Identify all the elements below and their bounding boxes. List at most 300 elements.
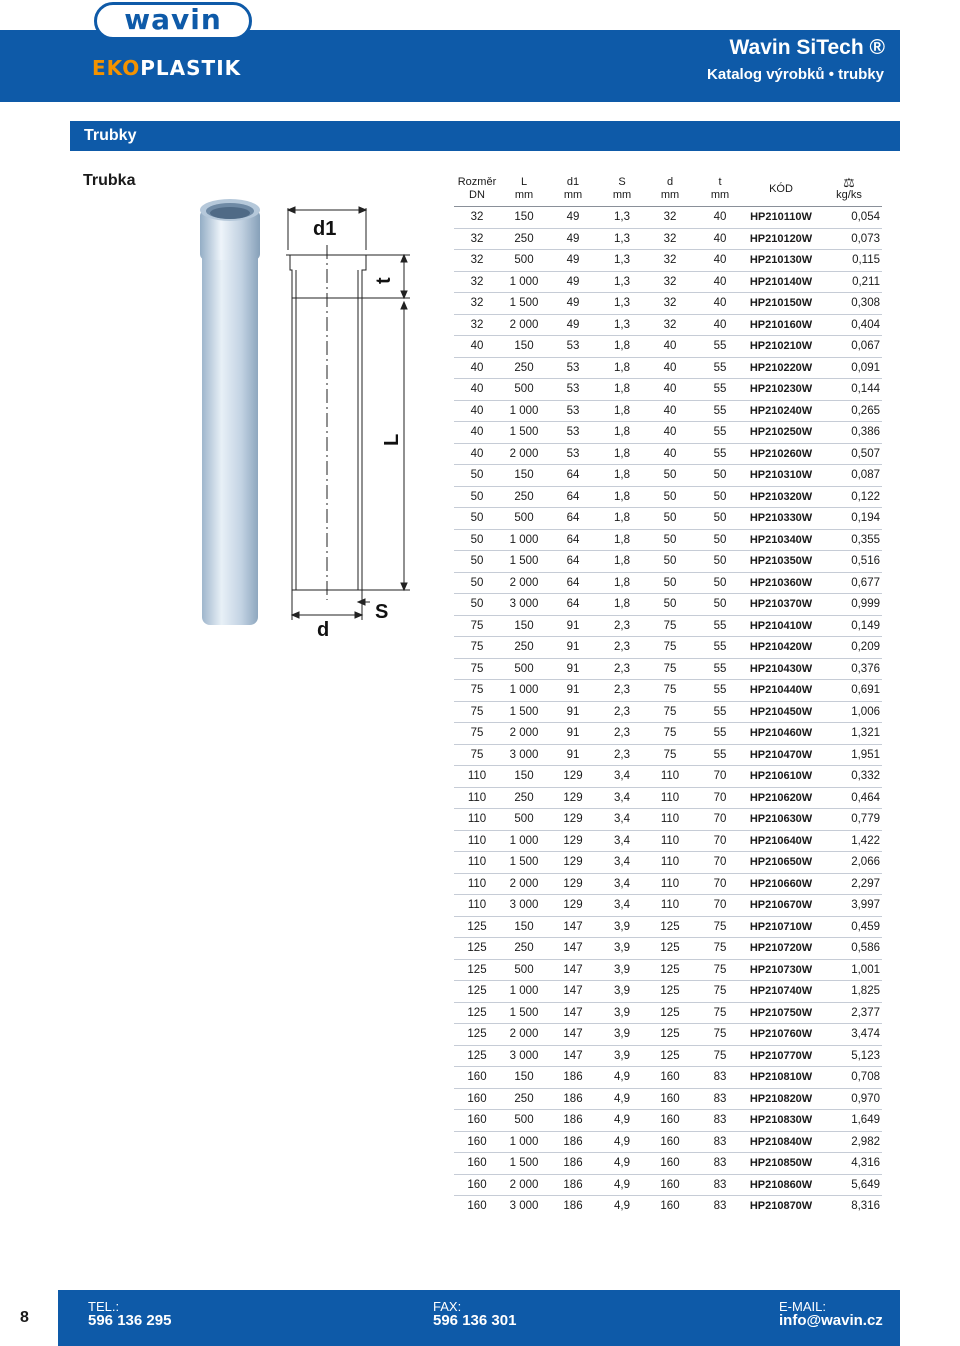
cell-diameter-d: 110 [646,766,694,788]
cell-socket-t: 75 [694,981,746,1003]
cell-length: 250 [500,357,548,379]
cell-wall-s: 3,4 [598,787,646,809]
cell-diameter-d: 160 [646,1110,694,1132]
cell-weight: 0,122 [816,486,882,508]
cell-dn: 160 [454,1088,500,1110]
table-row [454,1131,882,1153]
cell-socket-t: 75 [694,938,746,960]
cell-socket-t: 70 [694,787,746,809]
table-row [454,551,882,573]
cell-socket-t: 83 [694,1196,746,1217]
cell-code: HP210160W [746,314,816,336]
cell-weight: 0,708 [816,1067,882,1089]
table-row [454,400,882,422]
cell-length: 1 000 [500,830,548,852]
cell-code: HP210430W [746,658,816,680]
cell-dn: 110 [454,895,500,917]
cell-diameter-d: 125 [646,981,694,1003]
cell-d1: 49 [548,314,598,336]
label-S: S [375,601,389,623]
cell-wall-s: 1,8 [598,572,646,594]
cell-diameter-d: 40 [646,400,694,422]
cell-length: 2 000 [500,1024,548,1046]
cell-dn: 110 [454,809,500,831]
cell-weight: 1,006 [816,701,882,723]
cell-weight: 1,649 [816,1110,882,1132]
cell-length: 500 [500,658,548,680]
table-row [454,895,882,917]
cell-wall-s: 2,3 [598,744,646,766]
cell-d1: 129 [548,787,598,809]
table-row [454,443,882,465]
product-table [454,172,882,1217]
cell-weight: 3,997 [816,895,882,917]
cell-dn: 110 [454,766,500,788]
cell-diameter-d: 50 [646,529,694,551]
cell-code: HP210340W [746,529,816,551]
table-row [454,830,882,852]
cell-length: 250 [500,486,548,508]
cell-length: 150 [500,916,548,938]
cell-socket-t: 50 [694,529,746,551]
cell-length: 1 000 [500,400,548,422]
pipe-dimension-diagram [200,190,430,650]
cell-length: 150 [500,615,548,637]
cell-diameter-d: 50 [646,572,694,594]
cell-length: 1 500 [500,701,548,723]
cell-d1: 49 [548,250,598,272]
cell-d1: 91 [548,701,598,723]
col-header-d1: d1 mm [563,176,583,201]
email-label: E-MAIL: [779,1299,826,1314]
cell-dn: 160 [454,1131,500,1153]
cell-wall-s: 1,3 [598,314,646,336]
table-row [454,465,882,487]
table-row [454,787,882,809]
cell-wall-s: 2,3 [598,701,646,723]
cell-code: HP210870W [746,1196,816,1217]
cell-weight: 0,691 [816,680,882,702]
cell-weight: 2,982 [816,1131,882,1153]
cell-dn: 50 [454,572,500,594]
cell-socket-t: 55 [694,357,746,379]
cell-socket-t: 40 [694,228,746,250]
col-header-weight: ⚖ kg/ks [816,172,882,207]
cell-socket-t: 55 [694,658,746,680]
cell-length: 2 000 [500,1174,548,1196]
table-row [454,1196,882,1217]
cell-code: HP210710W [746,916,816,938]
cell-wall-s: 1,3 [598,271,646,293]
cell-code: HP210230W [746,379,816,401]
cell-dn: 32 [454,271,500,293]
cell-code: HP210250W [746,422,816,444]
cell-socket-t: 55 [694,680,746,702]
cell-code: HP210110W [746,207,816,229]
cell-socket-t: 50 [694,465,746,487]
cell-length: 500 [500,508,548,530]
cell-wall-s: 4,9 [598,1174,646,1196]
table-row [454,916,882,938]
catalog-subtitle: Katalog výrobků • trubky [707,66,884,83]
cell-socket-t: 75 [694,1045,746,1067]
cell-dn: 32 [454,207,500,229]
cell-wall-s: 3,4 [598,873,646,895]
cell-socket-t: 75 [694,1002,746,1024]
cell-socket-t: 55 [694,615,746,637]
cell-socket-t: 83 [694,1153,746,1175]
cell-dn: 50 [454,551,500,573]
cell-code: HP210660W [746,873,816,895]
cell-code: HP210610W [746,766,816,788]
catalog-title: Wavin SiTech ® [729,36,885,59]
cell-code: HP210150W [746,293,816,315]
cell-socket-t: 70 [694,766,746,788]
cell-wall-s: 4,9 [598,1067,646,1089]
cell-d1: 186 [548,1196,598,1217]
table-row [454,1024,882,1046]
cell-diameter-d: 50 [646,486,694,508]
cell-length: 150 [500,207,548,229]
cell-wall-s: 4,9 [598,1153,646,1175]
cell-code: HP210810W [746,1067,816,1089]
cell-length: 250 [500,787,548,809]
table-row [454,658,882,680]
cell-d1: 91 [548,615,598,637]
cell-dn: 32 [454,250,500,272]
table-row [454,744,882,766]
cell-length: 3 000 [500,1196,548,1217]
cell-weight: 0,779 [816,809,882,831]
cell-dn: 125 [454,916,500,938]
cell-d1: 53 [548,379,598,401]
cell-socket-t: 55 [694,336,746,358]
cell-d1: 91 [548,658,598,680]
cell-socket-t: 55 [694,443,746,465]
table-row [454,852,882,874]
cell-weight: 0,459 [816,916,882,938]
cell-wall-s: 4,9 [598,1196,646,1217]
cell-dn: 32 [454,314,500,336]
table-row [454,1067,882,1089]
cell-weight: 1,001 [816,959,882,981]
cell-weight: 0,332 [816,766,882,788]
table-row [454,938,882,960]
tel-label: TEL.: [88,1299,120,1314]
cell-weight: 0,194 [816,508,882,530]
cell-weight: 0,999 [816,594,882,616]
cell-diameter-d: 40 [646,336,694,358]
cell-code: HP210220W [746,357,816,379]
cell-weight: 0,054 [816,207,882,229]
cell-d1: 64 [548,529,598,551]
cell-d1: 91 [548,744,598,766]
cell-diameter-d: 32 [646,250,694,272]
section-title: Trubky [84,127,137,144]
cell-dn: 75 [454,680,500,702]
cell-socket-t: 83 [694,1110,746,1132]
cell-socket-t: 70 [694,830,746,852]
cell-socket-t: 70 [694,852,746,874]
cell-d1: 129 [548,852,598,874]
cell-dn: 125 [454,1002,500,1024]
cell-diameter-d: 40 [646,422,694,444]
cell-diameter-d: 125 [646,916,694,938]
cell-d1: 129 [548,830,598,852]
cell-weight: 1,321 [816,723,882,745]
table-row [454,572,882,594]
cell-weight: 0,507 [816,443,882,465]
cell-d1: 64 [548,508,598,530]
cell-wall-s: 3,9 [598,1002,646,1024]
table-row [454,271,882,293]
cell-diameter-d: 110 [646,809,694,831]
cell-diameter-d: 75 [646,680,694,702]
cell-diameter-d: 160 [646,1174,694,1196]
cell-weight: 0,144 [816,379,882,401]
cell-code: HP210240W [746,400,816,422]
cell-diameter-d: 110 [646,787,694,809]
cell-socket-t: 50 [694,486,746,508]
cell-length: 500 [500,959,548,981]
cell-code: HP210310W [746,465,816,487]
cell-diameter-d: 50 [646,508,694,530]
cell-diameter-d: 160 [646,1088,694,1110]
cell-socket-t: 40 [694,271,746,293]
cell-socket-t: 83 [694,1067,746,1089]
table-row [454,701,882,723]
cell-d1: 147 [548,1045,598,1067]
cell-code: HP210460W [746,723,816,745]
cell-diameter-d: 50 [646,465,694,487]
cell-socket-t: 75 [694,959,746,981]
cell-d1: 129 [548,873,598,895]
cell-wall-s: 3,4 [598,895,646,917]
cell-length: 150 [500,336,548,358]
table-row [454,379,882,401]
cell-weight: 0,149 [816,615,882,637]
col-header-d: d mm [660,176,680,201]
cell-code: HP210350W [746,551,816,573]
cell-length: 2 000 [500,873,548,895]
cell-length: 250 [500,637,548,659]
cell-weight: 5,123 [816,1045,882,1067]
cell-weight: 0,355 [816,529,882,551]
cell-weight: 0,209 [816,637,882,659]
table-row [454,723,882,745]
cell-dn: 125 [454,938,500,960]
cell-d1: 186 [548,1067,598,1089]
cell-diameter-d: 32 [646,271,694,293]
cell-weight: 0,677 [816,572,882,594]
cell-wall-s: 2,3 [598,680,646,702]
cell-weight: 0,211 [816,271,882,293]
cell-dn: 50 [454,465,500,487]
cell-dn: 75 [454,744,500,766]
cell-d1: 91 [548,723,598,745]
col-header-t: t mm [710,176,730,201]
cell-length: 3 000 [500,895,548,917]
cell-code: HP210370W [746,594,816,616]
cell-diameter-d: 110 [646,852,694,874]
table-row [454,508,882,530]
cell-wall-s: 4,9 [598,1088,646,1110]
cell-length: 1 000 [500,680,548,702]
cell-dn: 125 [454,981,500,1003]
cell-socket-t: 50 [694,572,746,594]
col-header-dn: Rozměr DN [457,176,497,201]
section-header [70,121,900,151]
wavin-logo-text: wavin [124,3,222,36]
cell-length: 1 500 [500,551,548,573]
cell-dn: 40 [454,443,500,465]
label-L: L [381,433,403,446]
cell-d1: 64 [548,486,598,508]
cell-code: HP210410W [746,615,816,637]
label-t: t [373,277,395,284]
cell-length: 500 [500,379,548,401]
cell-wall-s: 1,8 [598,443,646,465]
cell-length: 250 [500,938,548,960]
table-row [454,1153,882,1175]
cell-length: 1 500 [500,1002,548,1024]
cell-code: HP210850W [746,1153,816,1175]
table-row [454,959,882,981]
cell-d1: 186 [548,1153,598,1175]
cell-code: HP210320W [746,486,816,508]
cell-weight: 4,316 [816,1153,882,1175]
cell-dn: 75 [454,615,500,637]
cell-code: HP210770W [746,1045,816,1067]
cell-code: HP210630W [746,809,816,831]
table-row [454,680,882,702]
table-header-row [454,172,882,207]
cell-socket-t: 75 [694,1024,746,1046]
cell-diameter-d: 50 [646,551,694,573]
cell-weight: 0,586 [816,938,882,960]
ekoplastik-logo [92,56,241,80]
scale-icon: ⚖ [843,175,855,190]
cell-d1: 64 [548,465,598,487]
cell-socket-t: 55 [694,744,746,766]
cell-code: HP210420W [746,637,816,659]
cell-length: 150 [500,1067,548,1089]
cell-code: HP210640W [746,830,816,852]
page-number: 8 [20,1309,29,1326]
cell-d1: 147 [548,959,598,981]
cell-length: 1 000 [500,271,548,293]
table-row [454,422,882,444]
cell-diameter-d: 110 [646,895,694,917]
table-row [454,1088,882,1110]
table-row [454,314,882,336]
cell-code: HP210330W [746,508,816,530]
cell-wall-s: 1,8 [598,508,646,530]
cell-d1: 129 [548,809,598,831]
cell-d1: 64 [548,594,598,616]
cell-diameter-d: 125 [646,1002,694,1024]
cell-d1: 53 [548,443,598,465]
cell-diameter-d: 40 [646,443,694,465]
cell-wall-s: 1,3 [598,250,646,272]
cell-d1: 53 [548,357,598,379]
cell-diameter-d: 110 [646,873,694,895]
cell-d1: 186 [548,1174,598,1196]
table-row [454,1174,882,1196]
cell-dn: 125 [454,1024,500,1046]
cell-code: HP210360W [746,572,816,594]
cell-diameter-d: 32 [646,207,694,229]
cell-wall-s: 4,9 [598,1110,646,1132]
cell-diameter-d: 125 [646,1024,694,1046]
cell-d1: 53 [548,400,598,422]
table-row [454,357,882,379]
table-row [454,207,882,229]
cell-length: 150 [500,465,548,487]
cell-length: 1 500 [500,293,548,315]
cell-d1: 186 [548,1110,598,1132]
cell-dn: 160 [454,1153,500,1175]
cell-code: HP210450W [746,701,816,723]
cell-diameter-d: 32 [646,293,694,315]
cell-wall-s: 1,8 [598,486,646,508]
cell-weight: 5,649 [816,1174,882,1196]
cell-dn: 125 [454,1045,500,1067]
cell-weight: 0,970 [816,1088,882,1110]
cell-length: 1 500 [500,1153,548,1175]
pipe-section-drawing [286,207,410,620]
cell-weight: 1,825 [816,981,882,1003]
table-row [454,1110,882,1132]
cell-code: HP210650W [746,852,816,874]
cell-diameter-d: 75 [646,637,694,659]
cell-dn: 75 [454,637,500,659]
cell-wall-s: 3,9 [598,938,646,960]
cell-dn: 40 [454,422,500,444]
col-header-code: KÓD [769,182,793,195]
cell-d1: 49 [548,293,598,315]
table-row [454,293,882,315]
cell-code: HP210750W [746,1002,816,1024]
cell-code: HP210260W [746,443,816,465]
cell-diameter-d: 75 [646,723,694,745]
table-row [454,1045,882,1067]
cell-diameter-d: 75 [646,615,694,637]
cell-wall-s: 3,9 [598,1024,646,1046]
cell-dn: 75 [454,723,500,745]
cell-dn: 160 [454,1067,500,1089]
cell-code: HP210120W [746,228,816,250]
cell-wall-s: 4,9 [598,1131,646,1153]
cell-diameter-d: 75 [646,701,694,723]
cell-weight: 0,464 [816,787,882,809]
cell-weight: 1,951 [816,744,882,766]
cell-weight: 0,115 [816,250,882,272]
cell-weight: 2,066 [816,852,882,874]
cell-socket-t: 55 [694,400,746,422]
cell-diameter-d: 160 [646,1196,694,1217]
cell-wall-s: 3,4 [598,852,646,874]
cell-code: HP210760W [746,1024,816,1046]
cell-diameter-d: 160 [646,1067,694,1089]
cell-weight: 1,422 [816,830,882,852]
cell-socket-t: 70 [694,873,746,895]
cell-length: 2 000 [500,314,548,336]
cell-code: HP210470W [746,744,816,766]
cell-dn: 110 [454,852,500,874]
table-row [454,637,882,659]
cell-wall-s: 1,8 [598,594,646,616]
